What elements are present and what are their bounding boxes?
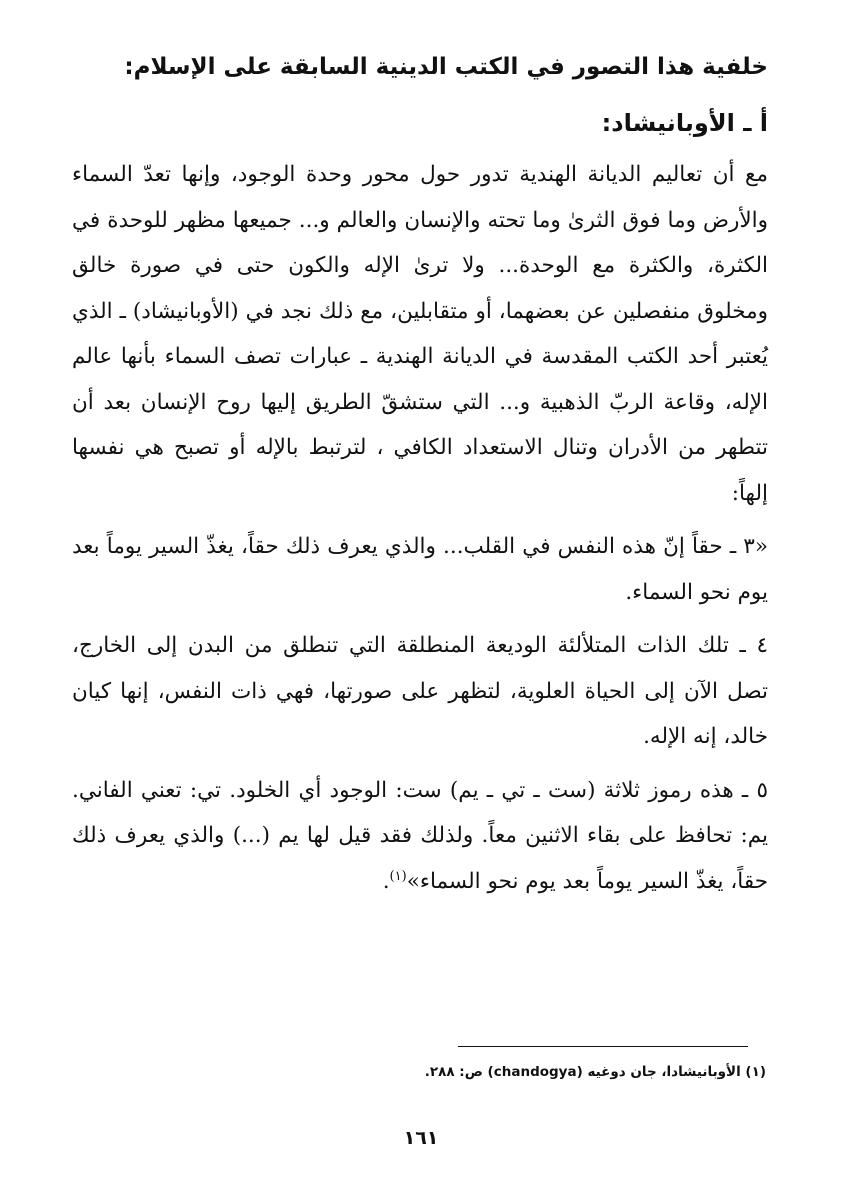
quote-paragraph-5-end: . <box>382 868 390 894</box>
section-title: أ ـ الأوبانيشاد: <box>601 109 768 137</box>
quote-paragraph-5-text: ٥ ـ هذه رموز ثلاثة (ست ـ تي ـ يم) ست: الوجود أي الخلود. تي: تعني الفاني. يم: تحافظ على بقاء الاثنين معاً. ولذلك فقد قيل لها يم (...) والذي يعرف ذلك حقاً، يغذّ السير يوماً بعد يوم نحو السماء» <box>72 777 768 894</box>
quote-paragraph-3: «٣ ـ حقاً إنّ هذه النفس في القلب... والذي يعرف ذلك حقاً، يغذّ السير يوماً بعد يوم نحو السماء. <box>72 534 768 605</box>
footnote-separator <box>458 1046 748 1047</box>
footnote-reference: (١) <box>389 868 407 884</box>
intro-paragraph: مع أن تعاليم الديانة الهندية تدور حول محور وحدة الوجود، وإنها تعدّ السماء والأرض وما فوق الثرىٰ وما تحته والإنسان والعالم و... جميعها مظهر للوحدة في الكثرة، والكثرة مع الوحدة... ولا ترىٰ الإله والكون حتى في صورة خالق ومخلوق منفصلين عن بعضهما، أو متقابلين، مع ذلك نجد في (الأوبانيشاد) ـ الذي يُعتبر أحد الكتب المقدسة في الديانة الهندية ـ عبارات تصف السماء بأنها عالم الإله، وقاعة الربّ الذهبية و... التي ستشقّ الطريق إليها روح الإنسان بعد أن تتطهر من الأدران وتنال الاستعداد الكافي ، لترتبط بالإله أو تصبح هي نفسها إلهاً: <box>72 162 768 506</box>
quote-paragraph-5 <box>72 768 768 905</box>
chapter-heading: خلفية هذا التصور في الكتب الدينية السابقة على الإسلام: <box>124 54 768 80</box>
quote-paragraph-4: ٤ ـ تلك الذات المتلألئة الوديعة المنطلقة التي تنطلق من البدن إلى الخارج، تصل الآن إلى الحياة العلوية، لتظهر على صورتها، فهي ذات النفس، إنها كيان خالد، إنه الإله. <box>72 633 768 749</box>
page-body <box>72 52 768 904</box>
footnote: (١) الأوبانيشادا، جان دوغيه (chandogya) ص: ٢٨٨. <box>424 1064 766 1080</box>
page-number: ١٦١ <box>403 1127 439 1149</box>
